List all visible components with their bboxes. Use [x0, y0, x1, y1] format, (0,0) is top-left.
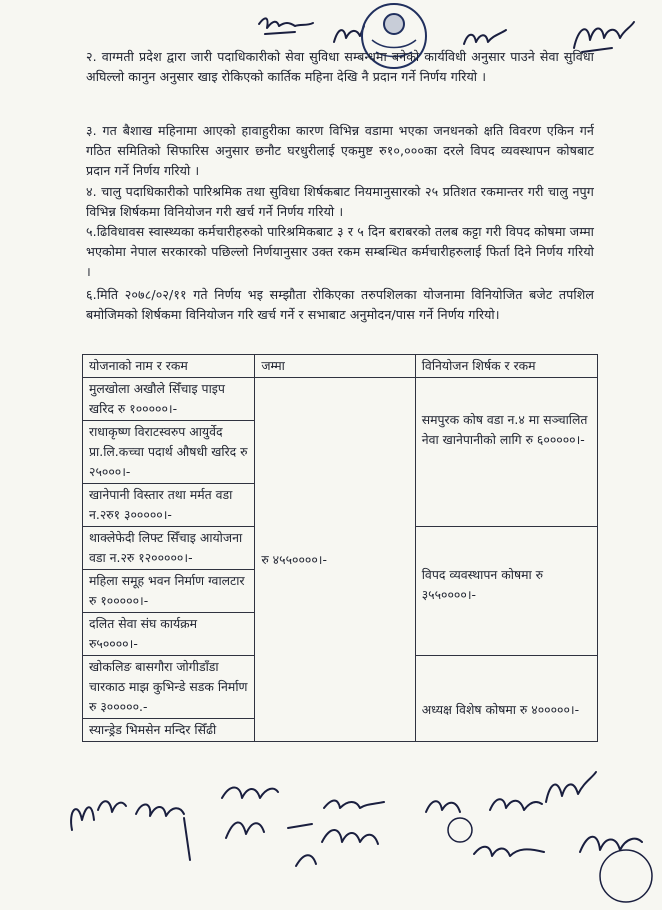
decision-paragraph-6: ६.मिति २०७८/०२/११ गते निर्णय भइ सम्झौता रोकिएका तरुपशिलका योजनामा विनियोजित बजेट तपशिल बमोजिमको शिर्षकमा विनियोजन गरि खर्च गर्ने र सभाबाट अनुमोदन/पास गर्ने निर्णय गरियो।: [86, 287, 594, 322]
project-cell: थाक्लेफेदी लिफ्ट सिँचाइ आयोजना वडा न.२रु १२०००००।-: [83, 527, 255, 570]
table-row: [83, 378, 598, 421]
project-cell: महिला समूह भवन निर्माण ग्वालटार रु १०००००।-: [83, 570, 255, 613]
decision-paragraph-5: ५.ढिविधावस स्वास्थ्यका कर्मचारीहरुको पारिश्रमिकबाट ३ र ५ दिन बराबरको तलब कट्टा गरी विपद कोषमा जम्मा भएकोमा नेपाल सरकारको पछिल्लो निर्णयानुसार उक्त रकम सम्बन्धित कर्मचारीहरुलाई फिर्ता दिने निर्णय गरियो ।: [86, 224, 594, 279]
project-cell: मुलखोला अखौले सिँचाइ पाइप खरिद रु १०००००।-: [83, 378, 255, 421]
allocation-cell: समपुरक कोष वडा न.४ मा सञ्चालित नेवा खानेपानीको लागि रु ६०००००।-: [415, 378, 597, 527]
column-header-total: जम्मा: [255, 355, 415, 378]
signature-bottom-7: [486, 790, 546, 820]
signature-bottom-9: [470, 840, 550, 868]
allocation-cell: अध्यक्ष विशेष कोषमा रु ४०००००।-: [415, 656, 597, 742]
signature-bottom-5: [320, 794, 390, 818]
total-amount-cell: रु ४५५००००।-: [255, 378, 415, 742]
budget-allocation-table: [82, 354, 598, 742]
table-header-row: [83, 355, 598, 378]
signature-bottom-4: [282, 812, 412, 876]
project-cell: दलित सेवा संघ कार्यक्रम रु५००००।-: [83, 613, 255, 656]
signature-bottom-10: [570, 812, 662, 910]
signature-top-1: [255, 14, 317, 42]
project-cell: खानेपानी विस्तार तथा मर्मत वडा न.२रु१ ३०००००।-: [83, 484, 255, 527]
decision-paragraph-2: २. वाग्मती प्रदेश द्वारा जारी पदाधिकारीको सेवा सुविधा सम्बन्धमा बनेको कार्यविधी अनुसार पाउने सेवा सुविधा अघिल्लो कानुन अनुसार खाइ रोकिएको कार्तिक महिना देखि नै प्रदान गर्ने निर्णय गरियो ।: [86, 49, 594, 84]
decision-paragraph-4: ४. चालु पदाधिकारीको पारिश्रमिक तथा सुविधा शिर्षकबाट नियमानुसारको २५ प्रतिशत रकमान्तर गरी चालु नपुग विभिन्न शिर्षकमा विनियोजन गरी खर्च गर्ने निर्णय गरियो ।: [86, 184, 594, 219]
project-cell: स्यान्ड्रेड भिमसेन मन्दिर सिँढी: [83, 719, 255, 742]
project-cell: खोकलिङ बासगौरा जोगीडाँडा चारकाठ माझ कुभिन्डे सडक निर्माण रु ३०००००.-: [83, 656, 255, 719]
column-header-project: योजनाको नाम र रकम: [83, 355, 255, 378]
allocation-cell: विपद व्यवस्थापन कोषमा रु ३५५००००।-: [415, 527, 597, 656]
signature-bottom-8: [540, 768, 600, 814]
signature-bottom-2: [130, 790, 210, 870]
signature-bottom-1: [62, 790, 132, 846]
project-cell: राधाकृष्ण विराटस्वरुप आयुर्वेद प्रा.लि.कच्चा पदार्थ औषधी खरिद रु २५०००।-: [83, 421, 255, 484]
column-header-allocation: विनियोजन शिर्षक र रकम: [415, 355, 597, 378]
decision-paragraph-3: ३. गत बैशाख महिनामा आएको हावाहुरीका कारण विभिन्न वडामा भएका जनधनको क्षति विवरण एकिन गर्न गठित समितिको सिफारिस अनुसार छनौट घरधुरीलाई एकमुष्ट रु१०,०००का दरले विपद व्यवस्थापन कोषबाट प्रदान गर्ने निर्णय गरियो ।: [86, 123, 594, 178]
